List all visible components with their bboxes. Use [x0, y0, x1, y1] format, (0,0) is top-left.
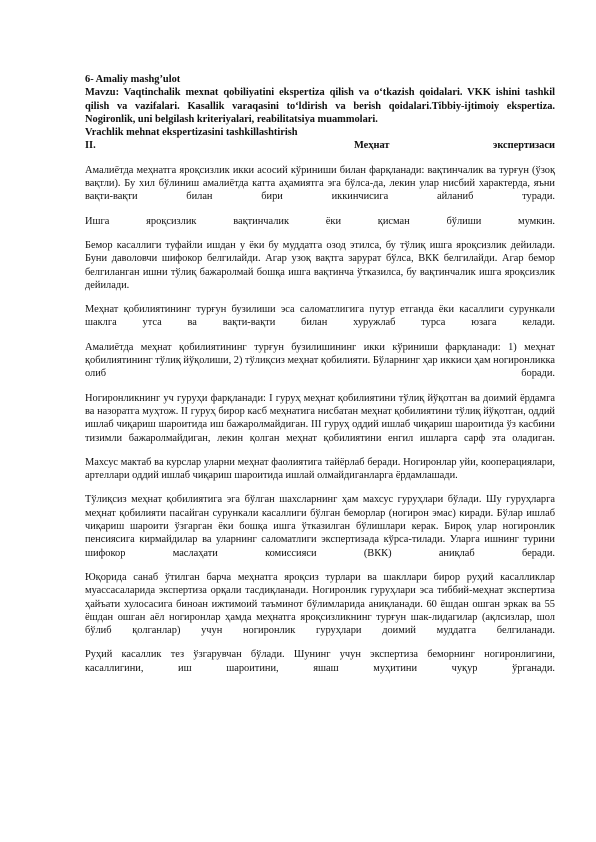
paragraph: Ногиронликнинг уч гуруҳи фарқланади: I гуруҳ меҳнат қобилиятини тўлиқ йўқотган ва доимий ёрдамга ва назоратга муҳтож. II гуруҳ бирор касб меҳнатига нисбатан меҳнат қобилиятини тўлиқ йўқотган, оддий ишлаб чиқариш шароитида иш бажаролмайдиган. III гуруҳ оддий ишлаб чиқариш шароитида ўз касбини тизимли бажаролмайдиган, лекин қолган меҳнат қобилиятини енгил ишларга сарф эта оладиган. [85, 392, 555, 444]
lesson-topic: Mavzu: Vaqtinchalik mexnat qobiliyatini ekspertiza qilish va o‘tkazish qoidalari. VKK ishini tashkil qilish va vazifalari. Kasallik varaqasini to‘ldirish va berish qoidalari.Tibbiy-ijtimoiy ekspertiza. Nogironlik, uni belgilash kriteriyalari, reabilitatsiya muammolari. [85, 87, 555, 125]
paragraph: Амалиётда меҳнат қобилиятининг турғун бузилишининг икки кўриниши фарқланади: 1) меҳнат қобилиятининг тўлиқ йўқолиши, 2) тўлиқсиз меҳнат қобилияти. Бўларнинг ҳар иккиси ҳам ногиронликка олиб боради. [85, 341, 555, 380]
paragraph: Руҳий касаллик тез ўзгарувчан бўлади. Шунинг учун экспертиза беморнинг ногиронлигини, касаллигини, иш шароитини, яшаш муҳитини чуқур ўрганади. [85, 649, 555, 674]
paragraph: Ишга яроқсизлик вақтинчалик ёки қисман бўлиши мумкин. [85, 215, 555, 227]
document-header [85, 73, 555, 153]
section-title [85, 139, 555, 152]
paragraph: Амалиётда меҳнатга яроқсизлик икки асосий кўриниши билан фарқланади: вақтинчалик ва турғун (ўзоқ вақтли). Бу хил бўлиниш амалиётда катта аҳамиятга эга бўлса-да, лекин улар нисбий характерда, яъни вақти-вақти билан бири иккинчисига айланиб туради. [85, 164, 555, 203]
section-title-word-1: Меҳнат [354, 140, 390, 152]
paragraph: Тўлиқсиз меҳнат қобилиятига эга бўлган шахсларнинг ҳам махсус гуруҳлари бўлади. Шу гуруҳларга меҳнат қобилияти пасайган сурункали касаллиги бўлган беморлар (ногирон эмас) киради. Бўлар ишлаб чиқариш шароити ўзгарган ёки бошқа ишга ўтказилган бўлишлари керак. Бироқ улар ногиронлик пенсиясига кирмайдилар ва уларнинг саломатлиги экспертизада кўрса-тилади. Уларга ишнинг турини шифокор маслаҳати комиссияси (ВКК) аниқлаб беради. [85, 494, 555, 559]
section-title-word-2: экспертизаси [492, 140, 555, 152]
paragraph: Бемор касаллиги туфайли ишдан у ёки бу муддатга озод этилса, бу тўлиқ ишга яроқсизлик дейилади. Буни даволовчи шифокор белгилайди. Агар узоқ вақтга зарурат бўлса, ВКК белгилайди. Агар бемор белгиланган ишни тўлиқ бажаролмай бошқа ишга вақтинча ўтказилса, бу вақтинчалик ишга яроқсизлик дейилади. [85, 239, 555, 291]
document-page [85, 73, 555, 675]
paragraph: Меҳнат қобилиятининг турғун бузилиши эса саломатлигига путур етганда ёки касаллиги сурункали шаклга утса ва вақти-вақти билан хуружлаб турса юзага келади. [85, 304, 555, 329]
section-subtitle: Vrachlik mehnat ekspertizasini tashkillashtirish [85, 127, 298, 139]
section-number: II. [85, 140, 96, 152]
lesson-number: 6- Amaliy mashg’ulot [85, 74, 181, 85]
paragraph: Махсус мактаб ва курслар уларни меҳнат фаолиятига тайёрлаб беради. Ногиронлар уйи, кооперациялари, артеллари оддий ишлаб чиқариш шароитида ишлай олмайдиганларга ёрдамлашади. [85, 456, 555, 482]
paragraph: Юқорида санаб ўтилган барча меҳнатга яроқсиз турлари ва шакллари бирор руҳий касалликлар муассасаларида экспертиза орқали тасдиқланади. Ногиронлик гуруҳлари эса тиббий-меҳнат экспертиза ҳайъати хулосасига биноан ижтимоий таъминот бўлимларида аниқланади. 60 ёшдан ошган эркак ва 55 ёшдан ошган аёл ногиронлар ҳамда меҳнатга яроқсизликнинг турғун шак-лидагилар (ақлсизлар, шол бўлиб қолганлар) учун ногиронлик гуруҳлари доимий муддатга белгиланади. [85, 571, 555, 637]
